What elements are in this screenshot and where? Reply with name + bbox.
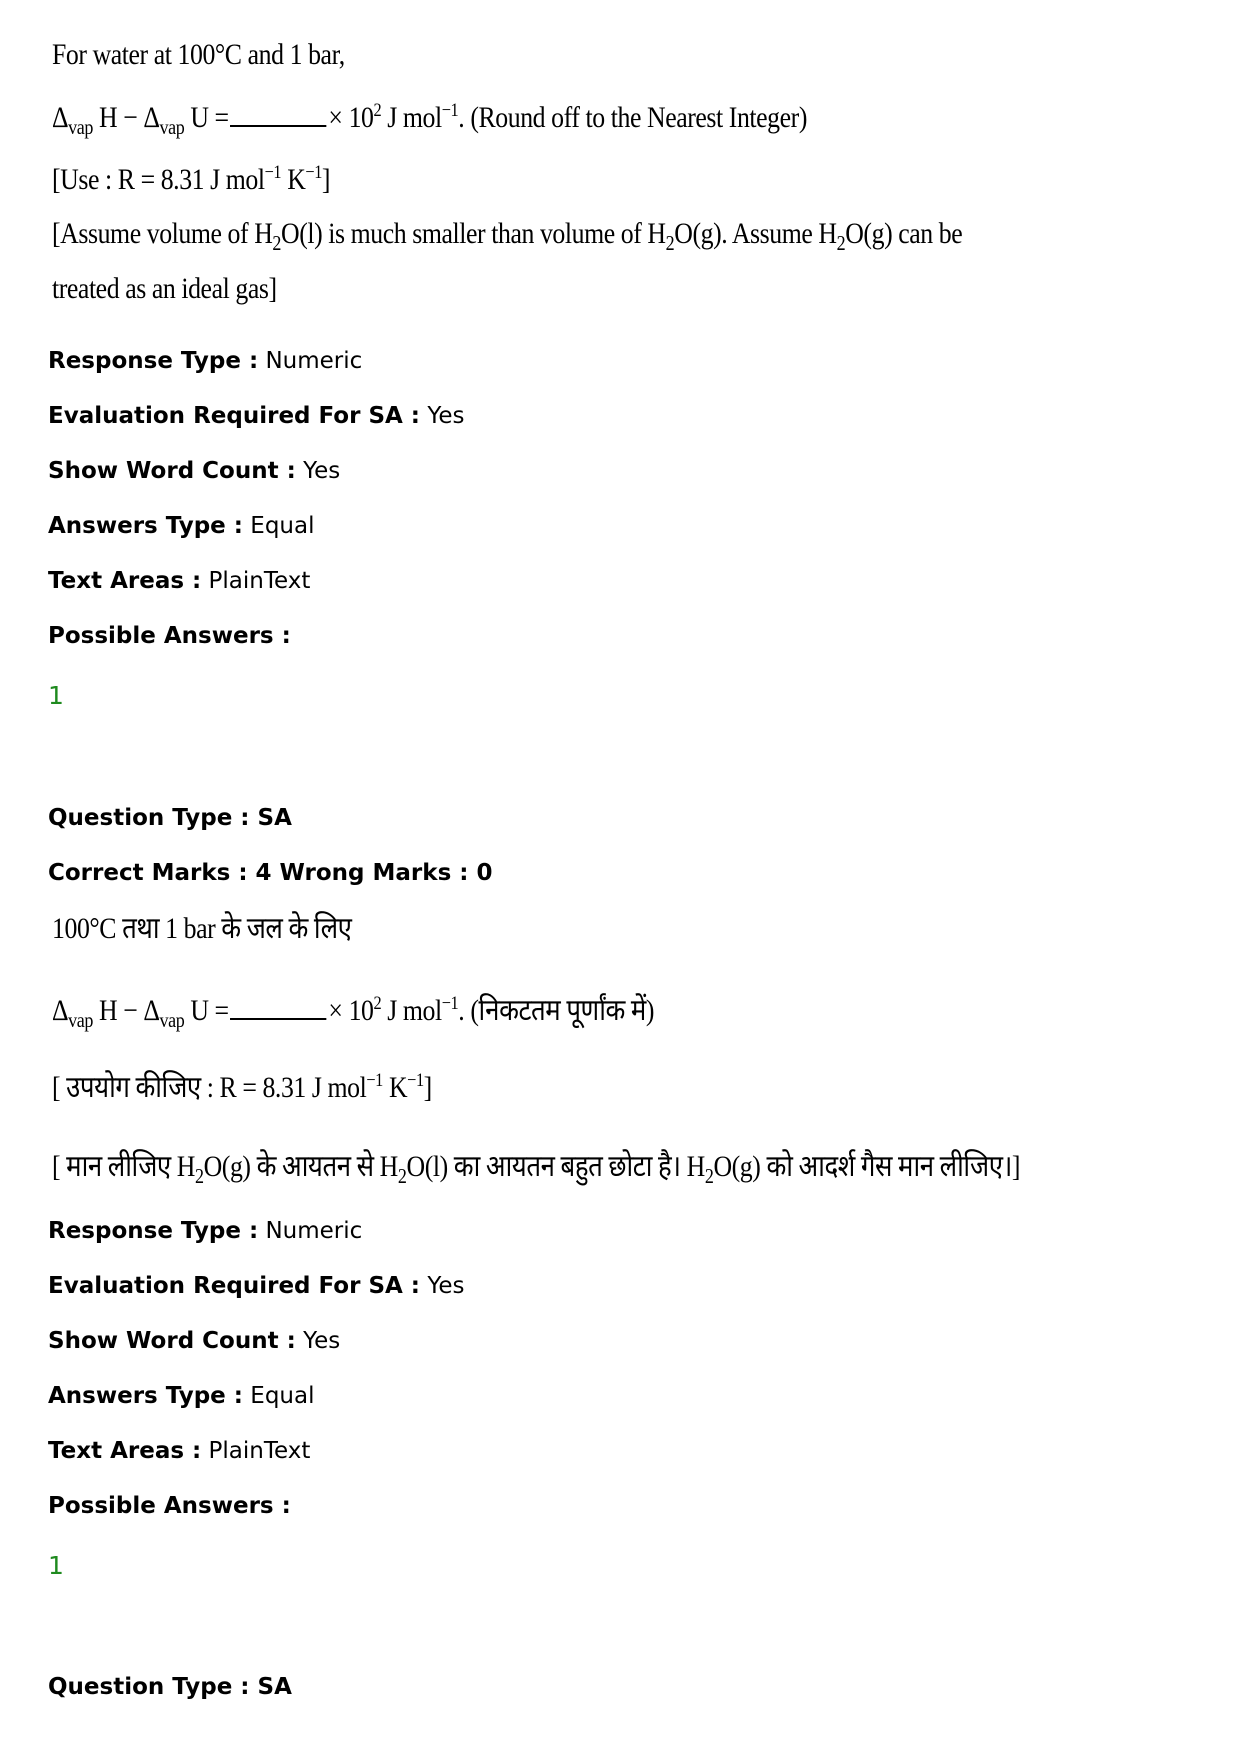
question-line-use-constant-hindi: [ उपयोग कीजिए : R = 8.31 J mol$^{-1}$ $K^{-1}$] <box>52 1070 432 1104</box>
evaluation-required-row: Evaluation Required For SA : Yes <box>48 1273 465 1299</box>
question-type-header: Question Type : SA <box>48 1674 292 1700</box>
response-type-row: Response Type : Numeric <box>48 1218 363 1244</box>
answers-type-row: Answers Type : Equal <box>48 1383 315 1409</box>
evaluation-required-row: Evaluation Required For SA : Yes <box>48 403 465 429</box>
question-line-equation-hindi: $\Delta_{vap}$ $H - \Delta_{vap}$ U = × $10^2$ J mol$^{-1}$. (निकटतम पूर्णांक में) <box>52 993 655 1032</box>
question-type-header: Question Type : SA <box>48 805 292 831</box>
possible-answer-value: 1 <box>48 681 64 710</box>
answers-type-row: Answers Type : Equal <box>48 513 315 539</box>
possible-answers-label: Possible Answers : <box>48 623 291 649</box>
marks-header: Correct Marks : 4 Wrong Marks : 0 <box>48 860 493 886</box>
show-word-count-row: Show Word Count : Yes <box>48 1328 341 1354</box>
question-line-equation: $\Delta_{vap}$ $H - \Delta_{vap}$ U = × $10^2$ J mol$^{-1}$. (Round off to the Nearest Integer) <box>52 100 808 139</box>
text-areas-row: Text Areas : PlainText <box>48 1438 311 1464</box>
response-type-row: Response Type : Numeric <box>48 348 363 374</box>
question-line-ideal-gas: treated as an ideal gas] <box>52 272 277 305</box>
question-line-intro: For water at 100°C and 1 bar, <box>52 38 345 71</box>
possible-answer-value: 1 <box>48 1551 64 1580</box>
answer-blank <box>230 101 326 127</box>
question-line-assumption: [Assume volume of $H_2O(l)$ is much smaller than volume of $H_2O(g)$. Assume $H_2O(g)$ can be <box>52 217 963 255</box>
question-line-intro-hindi: 100°C तथा 1 bar के जल के लिए <box>52 912 352 945</box>
answer-blank <box>230 994 326 1020</box>
show-word-count-row: Show Word Count : Yes <box>48 458 341 484</box>
possible-answers-label: Possible Answers : <box>48 1493 291 1519</box>
question-line-assumption-hindi: [ मान लीजिए $H_2O(g)$ के आयतन से $H_2O(l)$ का आयतन बहुत छोटा है। $H_2O(g)$ को आदर्श गैस मान लीजिए।] <box>52 1150 1021 1188</box>
text-areas-row: Text Areas : PlainText <box>48 568 311 594</box>
question-line-use-constant: [Use : R = 8.31 J mol$^{-1}$ $K^{-1}$] <box>52 162 331 196</box>
